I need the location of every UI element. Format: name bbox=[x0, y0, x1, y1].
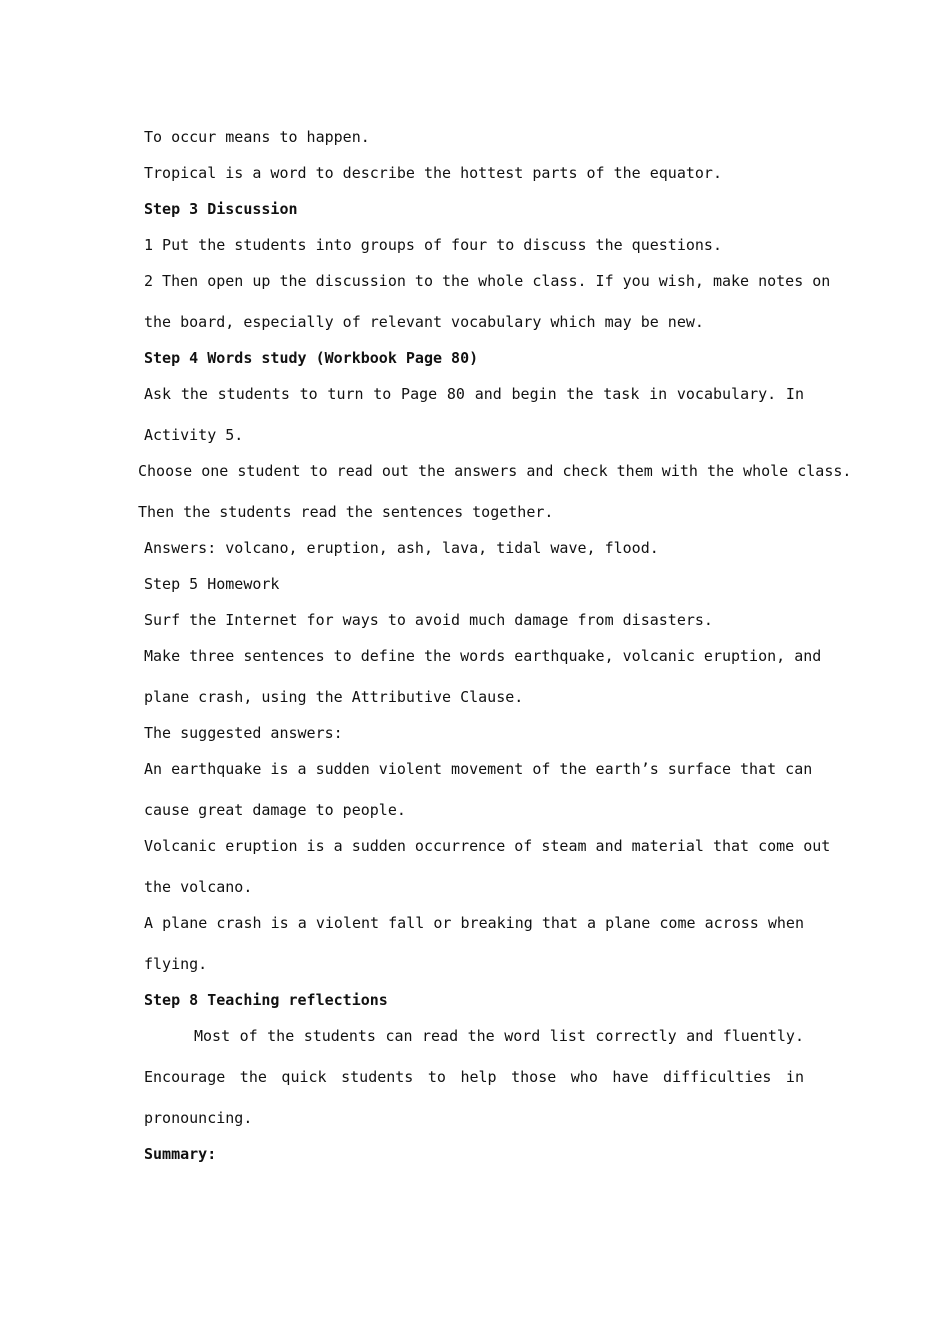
text-line: Most of the students can read the word list correctly and fluently. bbox=[194, 1027, 804, 1045]
text-line: Ask the students to turn to Page 80 and begin the task in vocabulary. In bbox=[144, 385, 804, 403]
text-line: Choose one student to read out the answers and check them with the whole class. bbox=[138, 462, 852, 480]
text-line: Surf the Internet for ways to avoid much damage from disasters. bbox=[144, 611, 713, 629]
text-line: Encourage the quick students to help those who have difficulties in bbox=[144, 1068, 804, 1086]
text-line: To occur means to happen. bbox=[144, 128, 370, 146]
text-line: flying. bbox=[144, 955, 208, 973]
text-line: cause great damage to people. bbox=[144, 801, 406, 819]
text-line: Then the students read the sentences together. bbox=[138, 503, 554, 521]
text-line: An earthquake is a sudden violent movement of the earth’s surface that can bbox=[144, 760, 813, 778]
text-line: Make three sentences to define the words earthquake, volcanic eruption, and bbox=[144, 647, 822, 665]
text-line: the volcano. bbox=[144, 878, 253, 896]
section-heading: Step 8 Teaching reflections bbox=[144, 991, 388, 1009]
text-line: plane crash, using the Attributive Clause. bbox=[144, 688, 524, 706]
text-line: Tropical is a word to describe the hottest parts of the equator. bbox=[144, 164, 722, 182]
text-line: pronouncing. bbox=[144, 1109, 253, 1127]
text-line: 1 Put the students into groups of four to discuss the questions. bbox=[144, 236, 722, 254]
text-line: Volcanic eruption is a sudden occurrence of steam and material that come out bbox=[144, 837, 831, 855]
text-line: The suggested answers: bbox=[144, 724, 343, 742]
section-heading: Step 4 Words study (Workbook Page 80) bbox=[144, 349, 479, 367]
text-line: Activity 5. bbox=[144, 426, 244, 444]
section-heading: Summary: bbox=[144, 1145, 217, 1163]
section-heading: Step 5 Homework bbox=[144, 575, 280, 593]
text-line: A plane crash is a violent fall or breaking that a plane come across when bbox=[144, 914, 804, 932]
text-line: 2 Then open up the discussion to the whole class. If you wish, make notes on bbox=[144, 272, 831, 290]
text-line: the board, especially of relevant vocabulary which may be new. bbox=[144, 313, 704, 331]
text-line: Answers: volcano, eruption, ash, lava, tidal wave, flood. bbox=[144, 539, 659, 557]
section-heading: Step 3 Discussion bbox=[144, 200, 298, 218]
